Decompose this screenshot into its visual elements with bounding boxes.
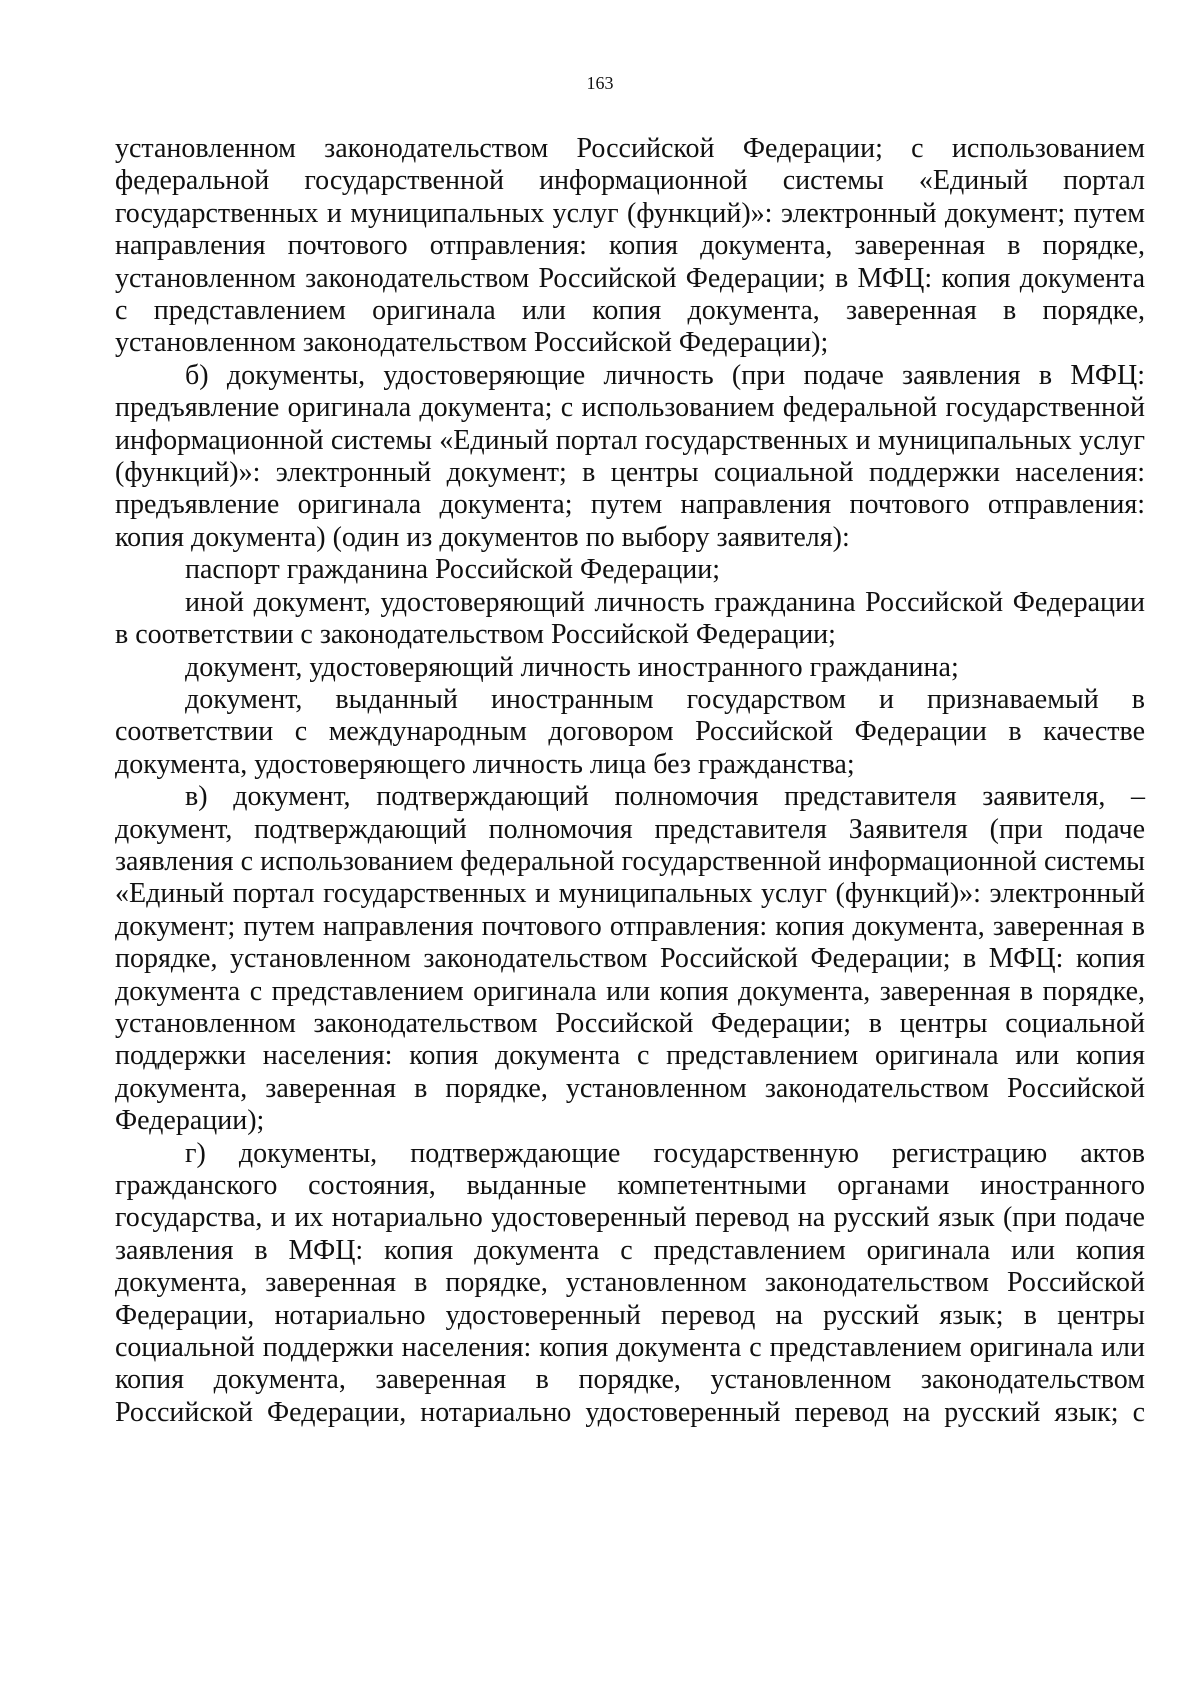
paragraph-foreign-citizen-id: документ, удостоверяющий личность иностранного гражданина; <box>185 651 959 683</box>
paragraph-passport: паспорт гражданина Российской Федерации; <box>185 554 721 586</box>
paragraph-continuation: установленном законодательством Российской Федерации; с использованием федеральной государственной информационной системы «Единый портал государственных и муниципальных услуг (функций)»: электронный документ; путем направления почтового отправления: копия документа, заверенная в порядке, установленном законодательством Российской Федерации; в МФЦ: копия документа с представлением оригинала или копия документа, заверенная в порядке, установленном законодательством Российской Федерации); <box>115 133 1145 359</box>
paragraph-item-b: б) документы, удостоверяющие личность (при подаче заявления в МФЦ: предъявление оригинала документа; с использованием федеральной государственной информационной системы «Единый портал государственных и муниципальных услуг (функций)»: электронный документ; в центры социальной поддержки населения: предъявление оригинала документа; путем направления почтового отправления: копия документа) (один из документов по выбору заявителя): <box>115 359 1145 553</box>
paragraph-other-id-document: иной документ, удостоверяющий личность гражданина Российской Федерации в соответствии с законодательством Российской Федерации; <box>115 586 1145 651</box>
paragraph-item-g: г) документы, подтверждающие государственную регистрацию актов гражданского состояния, выданные компетентными органами иностранного государства, и их нотариально удостоверенный перевод на русский язык (при подаче заявления в МФЦ: копия документа с представлением оригинала или копия документа, заверенная в порядке, установленном законодательством Российской Федерации, нотариально удостоверенный перевод на русский язык; в центры социальной поддержки населения: копия документа с представлением оригинала или копия документа, заверенная в порядке, установленном законодательством Российской Федерации, нотариально удостоверенный перевод на русский язык; с <box>115 1137 1145 1428</box>
paragraph-stateless-person-id: документ, выданный иностранным государством и признаваемый в соответствии с международным договором Российской Федерации в качестве документа, удостоверяющего личность лица без гражданства; <box>115 683 1145 780</box>
page-number: 163 <box>586 73 614 93</box>
document-body <box>115 133 1145 1429</box>
paragraph-item-v: в) документ, подтверждающий полномочия представителя заявителя, – документ, подтверждающий полномочия представителя Заявителя (при подаче заявления с использованием федеральной государственной информационной системы «Единый портал государственных и муниципальных услуг (функций)»: электронный документ; путем направления почтового отправления: копия документа, заверенная в порядке, установленном законодательством Российской Федерации; в МФЦ: копия документа с представлением оригинала или копия документа, заверенная в порядке, установленном законодательством Российской Федерации; в центры социальной поддержки населения: копия документа с представлением оригинала или копия документа, заверенная в порядке, установленном законодательством Российской Федерации); <box>115 781 1145 1137</box>
